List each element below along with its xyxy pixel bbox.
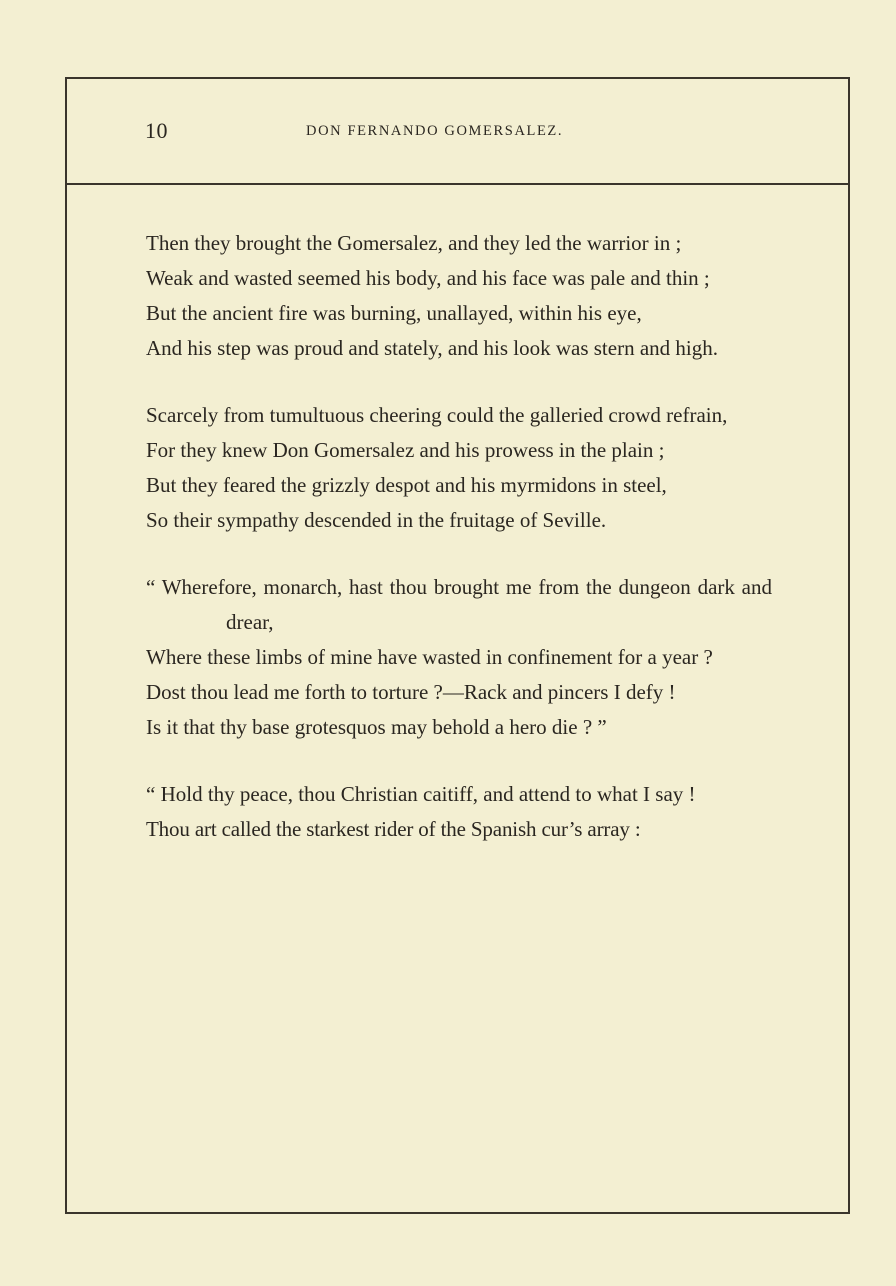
verse-line: Dost thou lead me forth to torture ?—Rack and pincers I defy ! [146, 680, 676, 704]
header-rule [65, 183, 850, 185]
verse-line: Where these limbs of mine have wasted in confinement for a year ? [146, 645, 713, 669]
verse-line: “ Hold thy peace, thou Christian caitiff, and attend to what I say ! [146, 782, 696, 806]
stanza-1 [146, 226, 772, 366]
verse-line: Weak and wasted seemed his body, and his face was pale and thin ; [146, 266, 710, 290]
verse-line: And his step was proud and stately, and his look was stern and high. [146, 336, 718, 360]
page-number: 10 [145, 118, 168, 143]
verse-line: Thou art called the starkest rider of the Spanish cur’s array : [146, 817, 641, 841]
verse-line: For they knew Don Gomersalez and his prowess in the plain ; [146, 438, 665, 462]
verse-line: So their sympathy descended in the fruitage of Seville. [146, 508, 607, 532]
verse-line: Scarcely from tumultuous cheering could the galleried crowd refrain, [146, 403, 728, 427]
verse-line: Then they brought the Gomersalez, and they led the warrior in ; [146, 231, 682, 255]
poem-body [146, 226, 772, 879]
stanza-2 [146, 398, 772, 538]
stanza-4 [146, 777, 772, 847]
verse-line: But they feared the grizzly despot and his myrmidons in steel, [146, 473, 667, 497]
verse-line: But the ancient fire was burning, unallayed, within his eye, [146, 301, 642, 325]
verse-line: Is it that thy base grotesquos may behold a hero die ? ” [146, 715, 607, 739]
verse-line: “ Wherefore, monarch, hast thou brought me from the dungeon dark and drear, [146, 575, 772, 634]
stanza-3 [146, 570, 772, 745]
running-title: DON FERNANDO GOMERSALEZ. [306, 123, 564, 139]
